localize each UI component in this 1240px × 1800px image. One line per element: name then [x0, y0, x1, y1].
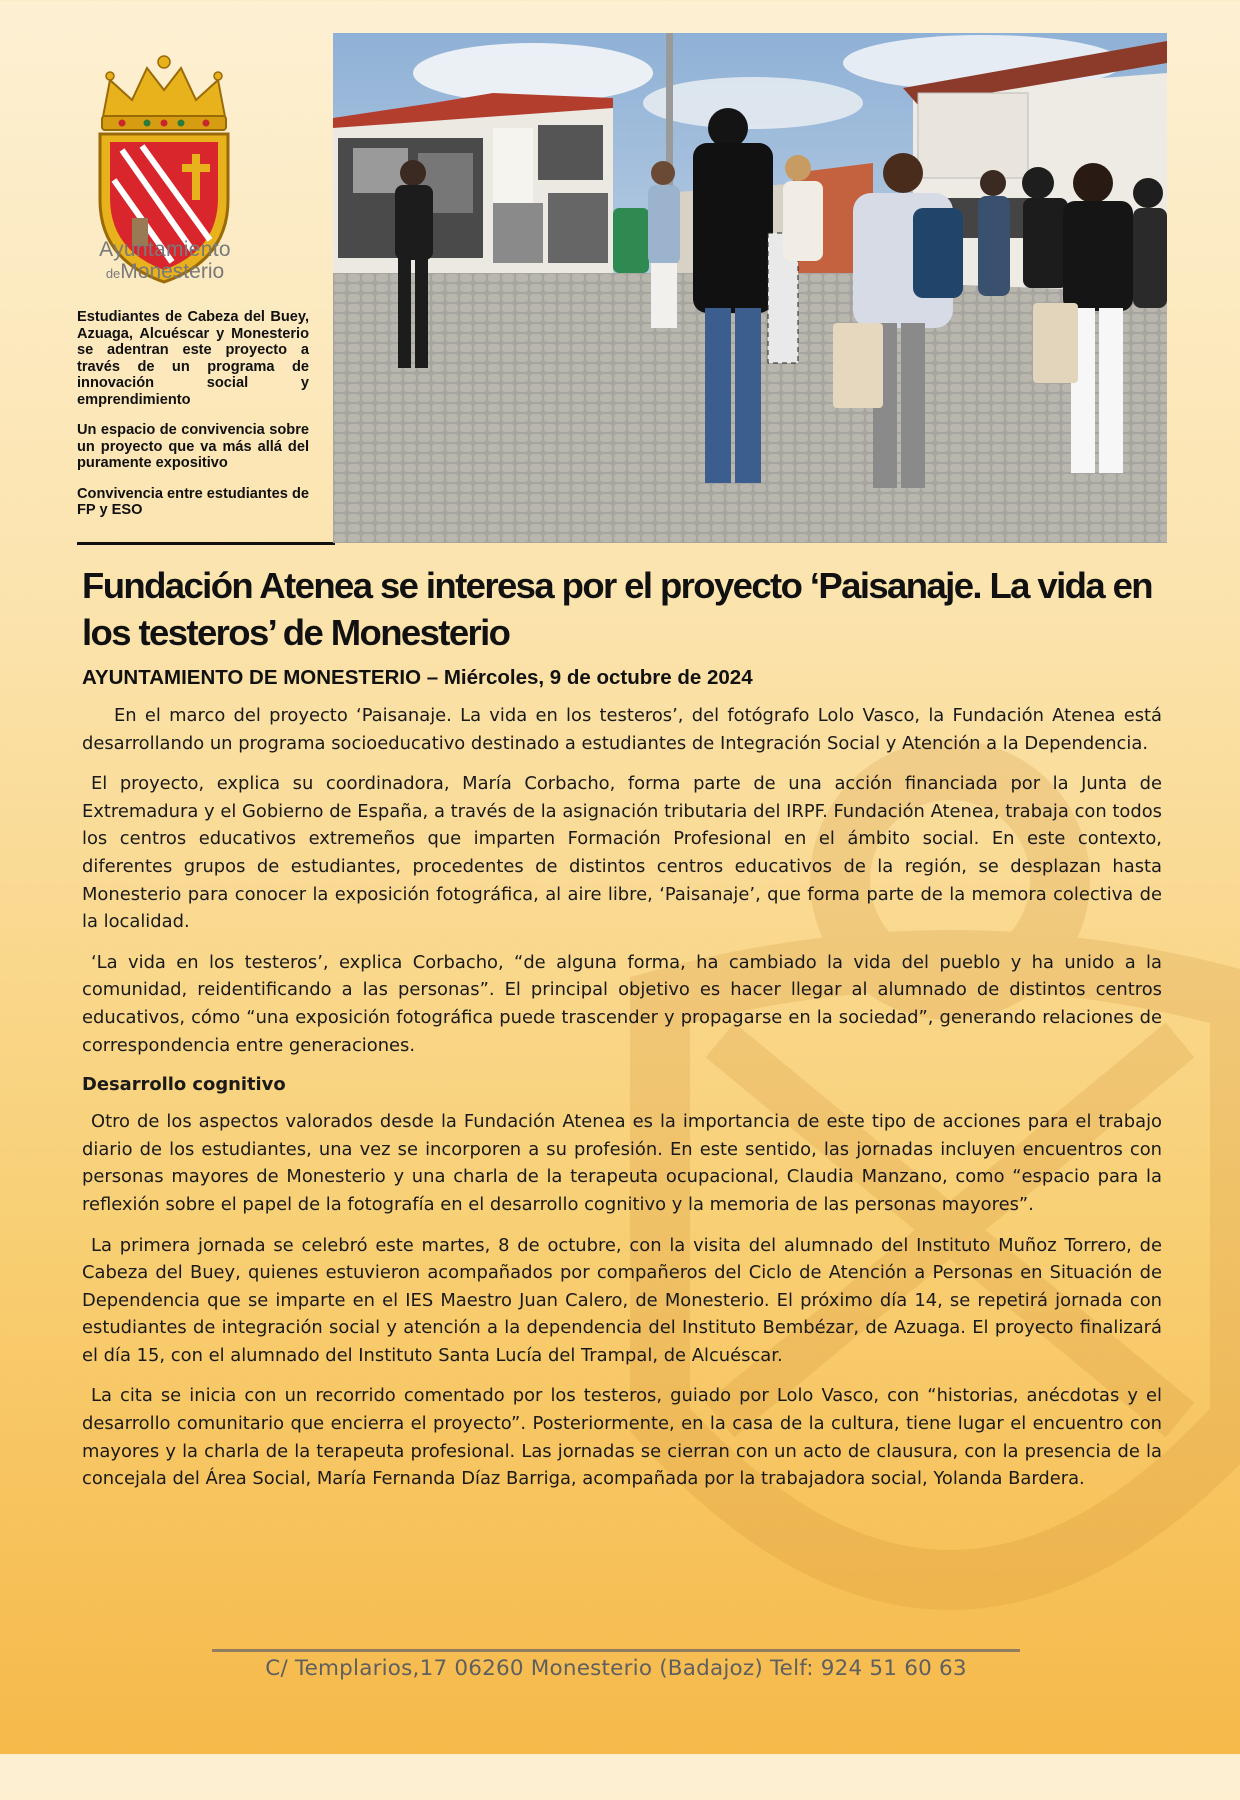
- paragraph-3: ‘La vida en los testeros’, explica Corbacho, “de alguna forma, ha cambiado la vida del pueblo y ha unido a la comunidad, reidentificando a las personas”. El principal objetivo es hacer llegar al alumnado de distintos centros educativos, cómo “una exposición fotográfica puede trascender y propagarse en la sociedad”, generando relaciones de correspondencia entre generaciones.: [82, 951, 1162, 1056]
- article-body: [82, 702, 1162, 1506]
- paragraph-5: La primera jornada se celebró este martes, 8 de octubre, con la visita del alumnado del Instituto Muñoz Torrero, de Cabeza del Buey, quienes estuvieron acompañados por compañeros del Ciclo de Atención a Personas en Situación de Dependencia que se imparte en el IES Maestro Juan Calero, de Monesterio. El próximo día 14, se repetirá jornada con estudiantes de integración social y atención a la dependencia del Instituto Bembézar, de Azuaga. El proyecto finalizará el día 15, con el alumnado del Instituto Santa Lucía del Trampal, de Alcuéscar.: [82, 1234, 1162, 1366]
- article-byline: AYUNTAMIENTO DE MONESTERIO – Miércoles, 9 de octubre de 2024: [82, 666, 753, 689]
- highlight-3: Convivencia entre estudiantes de FP y ESO: [77, 485, 309, 518]
- logo-line1: Ayuntamiento: [99, 238, 231, 261]
- footer-address: C/ Templarios,17 06260 Monesterio (Badajoz) Telf: 924 51 60 63: [265, 1656, 967, 1681]
- highlight-2: Un espacio de convivencia sobre un proyecto que va más allá del puramente expositivo: [77, 422, 309, 471]
- article-photo: [333, 33, 1167, 543]
- paragraph-6: La cita se inicia con un recorrido comentado por los testeros, guiado por Lolo Vasco, con “historias, anécdotas y el desarrollo comunitario que encierra el proyecto”. Posteriormente, en la casa de la cultura, tiene lugar el encuentro con mayores y la charla de la terapeuta profesional. Las jornadas se cierran con un acto de clausura, con la presencia de la concejala del Área Social, María Fernanda Díaz Barriga, acompañada por la trabajadora social, Yolanda Bardera.: [82, 1385, 1162, 1490]
- highlight-1: Estudiantes de Cabeza del Buey, Azuaga, Alcuéscar y Monesterio se adentran este proyecto a través de un programa de innovación social y emprendimiento: [77, 309, 309, 408]
- paragraph-4: Otro de los aspectos valorados desde la Fundación Atenea es la importancia de este tipo de acciones para el trabajo diario de los estudiantes, una vez se incorporen a su profesión. En este sentido, las jornadas incluyen encuentros con personas mayores de Monesterio y una charla de la terapeuta ocupacional, Claudia Manzano, como “espacio para la reflexión sobre el papel de la fotografía en el desarrollo cognitivo y la memoria de las personas mayores”.: [82, 1111, 1162, 1215]
- sidebar-highlights: [77, 309, 309, 533]
- subheading: Desarrollo cognitivo: [82, 1074, 286, 1096]
- logo-line2: deMonesterio: [105, 260, 225, 283]
- paragraph-1: En el marco del proyecto ‘Paisanaje. La vida en los testeros’, del fotógrafo Lolo Vasco, la Fundación Atenea está desarrollando un programa socioeducativo destinado a estudiantes de Integración Social y Atención a la Dependencia.: [82, 705, 1162, 754]
- footer-divider: [212, 1649, 1020, 1652]
- crown-icon: [102, 56, 226, 130]
- sidebar-divider: [77, 542, 335, 545]
- logo-wordmark: [80, 238, 250, 284]
- article-headline: Fundación Atenea se interesa por el proyecto ‘Paisanaje. La vida en los testeros’ de Monesterio: [82, 565, 1152, 653]
- paragraph-2: El proyecto, explica su coordinadora, María Corbacho, forma parte de una acción financiada por la Junta de Extremadura y el Gobierno de España, a través de la asignación tributaria del IRPF. Fundación Atenea, trabaja con todos los centros educativos extremeños que imparten Formación Profesional en el ámbito social. En este contexto, diferentes grupos de estudiantes, procedentes de distintos centros educativos de la región, se desplazan hasta Monesterio para conocer la exposición fotográfica, al aire libre, ‘Paisanaje’, que forma parte de la memora colectiva de la localidad.: [82, 773, 1162, 933]
